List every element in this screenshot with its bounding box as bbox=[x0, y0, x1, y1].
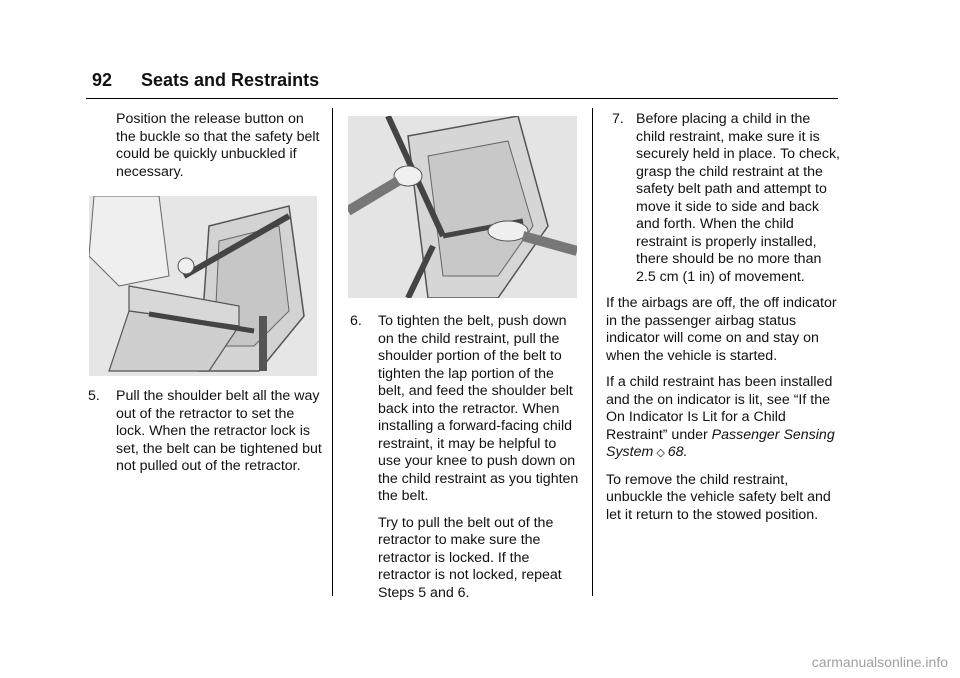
header-rule bbox=[86, 98, 838, 99]
page-reference-number[interactable]: 68 bbox=[667, 444, 684, 460]
step-6 bbox=[350, 313, 582, 506]
seat-belt-illustration-icon bbox=[89, 196, 317, 376]
middle-column bbox=[350, 313, 582, 602]
child-seat-illustration-icon bbox=[348, 116, 577, 298]
step-7 bbox=[606, 111, 842, 286]
step-7-text: Before placing a child in the child restraint, make sure it is securely held in place. To check, grasp the child restraint at the safety belt path and attempt to move it side to side and back and forth. When the child restraint is properly installed, there should be no more than 2.5 cm (1 in) of movement. bbox=[636, 111, 840, 285]
step-6-followup: Try to pull the belt out of the retractor to make sure the retractor is locked. If the retractor is not locked, repeat Steps 5 and 6. bbox=[378, 514, 562, 601]
figure-left bbox=[89, 196, 317, 376]
page-number: 92 bbox=[92, 70, 113, 90]
right-column bbox=[606, 111, 842, 524]
reference-period: . bbox=[683, 444, 688, 460]
remove-restraint-paragraph: To remove the child restraint, unbuckle the vehicle safety belt and let it return to the stowed position. bbox=[606, 471, 831, 523]
page-title: Seats and Restraints bbox=[141, 70, 320, 90]
watermark: carmanualsonline.info bbox=[811, 654, 948, 670]
intro-paragraph: Position the release button on the buckle so that the safety belt could be quickly unbuckled if necessary. bbox=[116, 111, 320, 180]
column-divider-2 bbox=[592, 108, 593, 596]
column-divider-1 bbox=[332, 108, 333, 596]
step-7-number: 7. bbox=[612, 111, 624, 127]
step-6-text: To tighten the belt, push down on the child restraint, pull the shoulder portion of the belt to tighten the lap portion of the belt, and feed the shoulder belt back into the retractor. When installing a forward-facing child restraint, it may be helpful to use your knee to push down on the child restraint as you tighten the belt. bbox=[378, 313, 579, 504]
left-column-steps bbox=[88, 388, 324, 476]
left-column bbox=[88, 111, 324, 181]
airbag-off-paragraph: If the airbags are off, the off indicator in the passenger airbag status indicator will come on and stay on when the vehicle is started. bbox=[606, 295, 837, 364]
figure-middle bbox=[348, 116, 577, 298]
page-header bbox=[92, 70, 319, 91]
step-5-text: Pull the shoulder belt all the way out of the retractor to set the lock. When the retractor lock is set, the belt can be tightened but not pulled out of the retractor. bbox=[116, 388, 322, 474]
step-5-number: 5. bbox=[88, 388, 100, 404]
step-6-number: 6. bbox=[350, 313, 362, 329]
on-indicator-text: If a child restraint has been installed and the on indicator is lit, see “If the On Indicator Is Lit for a Child Restraint” under bbox=[606, 374, 833, 443]
page-reference-icon: ◇ bbox=[656, 447, 665, 459]
passenger-sensing-link[interactable]: Passenger Sensing System bbox=[606, 426, 835, 460]
step-5 bbox=[88, 388, 324, 476]
on-indicator-paragraph bbox=[606, 374, 842, 463]
